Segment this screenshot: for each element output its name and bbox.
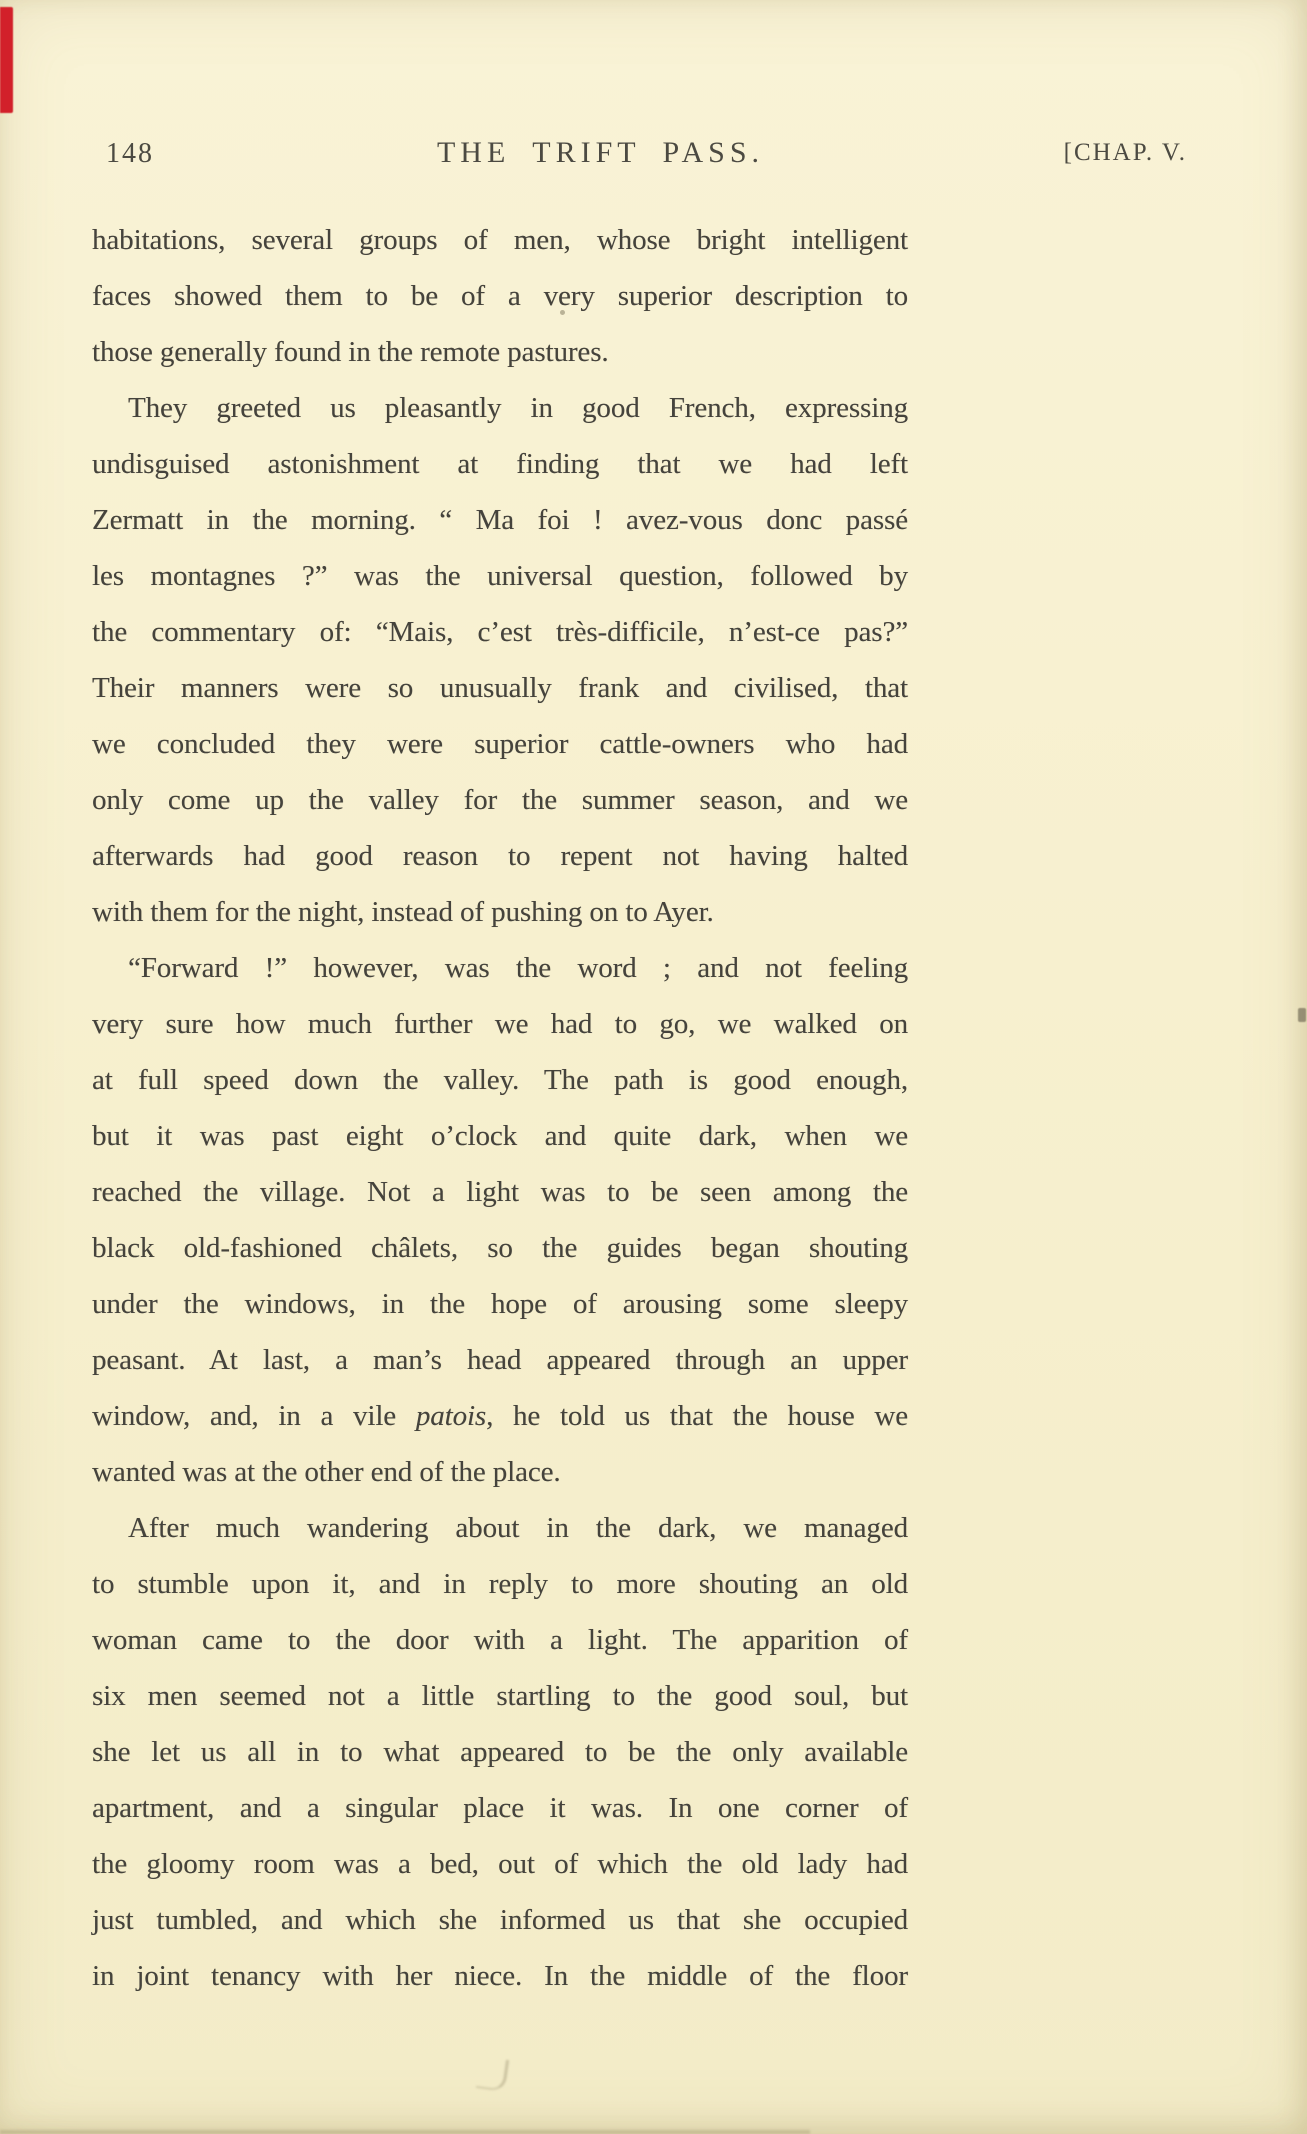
text-line: she let us all in to what appeared to be the only available [92, 1736, 908, 1768]
page-header [0, 136, 1307, 178]
running-title: THE TRIFT PASS. [436, 136, 765, 169]
red-edge-mark [0, 7, 13, 113]
text-line: Their manners were so unusually frank and civilised, that [92, 672, 908, 704]
text-line: under the windows, in the hope of arousing some sleepy [92, 1288, 908, 1320]
text-line: reached the village. Not a light was to be seen among the [92, 1176, 908, 1208]
text-body [92, 212, 908, 2004]
text-line: les montagnes ?” was the universal question, followed by [92, 560, 908, 592]
text-line: with them for the night, instead of pushing on to Ayer. [92, 896, 714, 928]
bottom-edge-shadow [0, 2130, 810, 2134]
text-line: wanted was at the other end of the place. [92, 1456, 561, 1488]
text-line: black old-fashioned châlets, so the guides began shouting [92, 1232, 908, 1264]
text-line: but it was past eight o’clock and quite dark, when we [92, 1120, 908, 1152]
text-line: peasant. At last, a man’s head appeared through an upper [92, 1344, 908, 1376]
text-line: afterwards had good reason to repent not having halted [92, 840, 908, 872]
text-line: window, and, in a vile patois, he told us that the house we [92, 1400, 908, 1432]
text-line: faces showed them to be of a very superior description to [92, 280, 908, 312]
text-line: we concluded they were superior cattle-owners who had [92, 728, 908, 760]
text-line: Zermatt in the morning. “ Ma foi ! avez-vous donc passé [92, 504, 908, 536]
text-line: those generally found in the remote pastures. [92, 336, 609, 368]
text-line: very sure how much further we had to go, we walked on [92, 1008, 908, 1040]
page-smudge [476, 2056, 509, 2092]
text-line: just tumbled, and which she informed us that she occupied [92, 1904, 908, 1936]
text-line: the gloomy room was a bed, out of which the old lady had [92, 1848, 908, 1880]
text-line: woman came to the door with a light. The apparition of [92, 1624, 908, 1656]
text-line: habitations, several groups of men, whose bright intelligent [92, 224, 908, 256]
page-number: 148 [106, 138, 154, 169]
text-line: They greeted us pleasantly in good French, expressing [128, 392, 908, 424]
text-line: the commentary of: “Mais, c’est très-difficile, n’est-ce pas?” [92, 616, 908, 648]
edge-speck [1298, 1008, 1306, 1022]
text-line: only come up the valley for the summer season, and we [92, 784, 908, 816]
text-line: at full speed down the valley. The path is good enough, [92, 1064, 908, 1096]
text-line: undisguised astonishment at finding that we had left [92, 448, 908, 480]
text-line: in joint tenancy with her niece. In the middle of the floor [92, 1960, 908, 1992]
ink-speck [560, 310, 565, 315]
text-line: to stumble upon it, and in reply to more shouting an old [92, 1568, 908, 1600]
text-line: six men seemed not a little startling to the good soul, but [92, 1680, 908, 1712]
text-line: apartment, and a singular place it was. In one corner of [92, 1792, 908, 1824]
chapter-label: [CHAP. V. [1063, 139, 1187, 166]
text-line: “Forward !” however, was the word ; and not feeling [128, 952, 908, 984]
text-line: After much wandering about in the dark, we managed [128, 1512, 908, 1544]
